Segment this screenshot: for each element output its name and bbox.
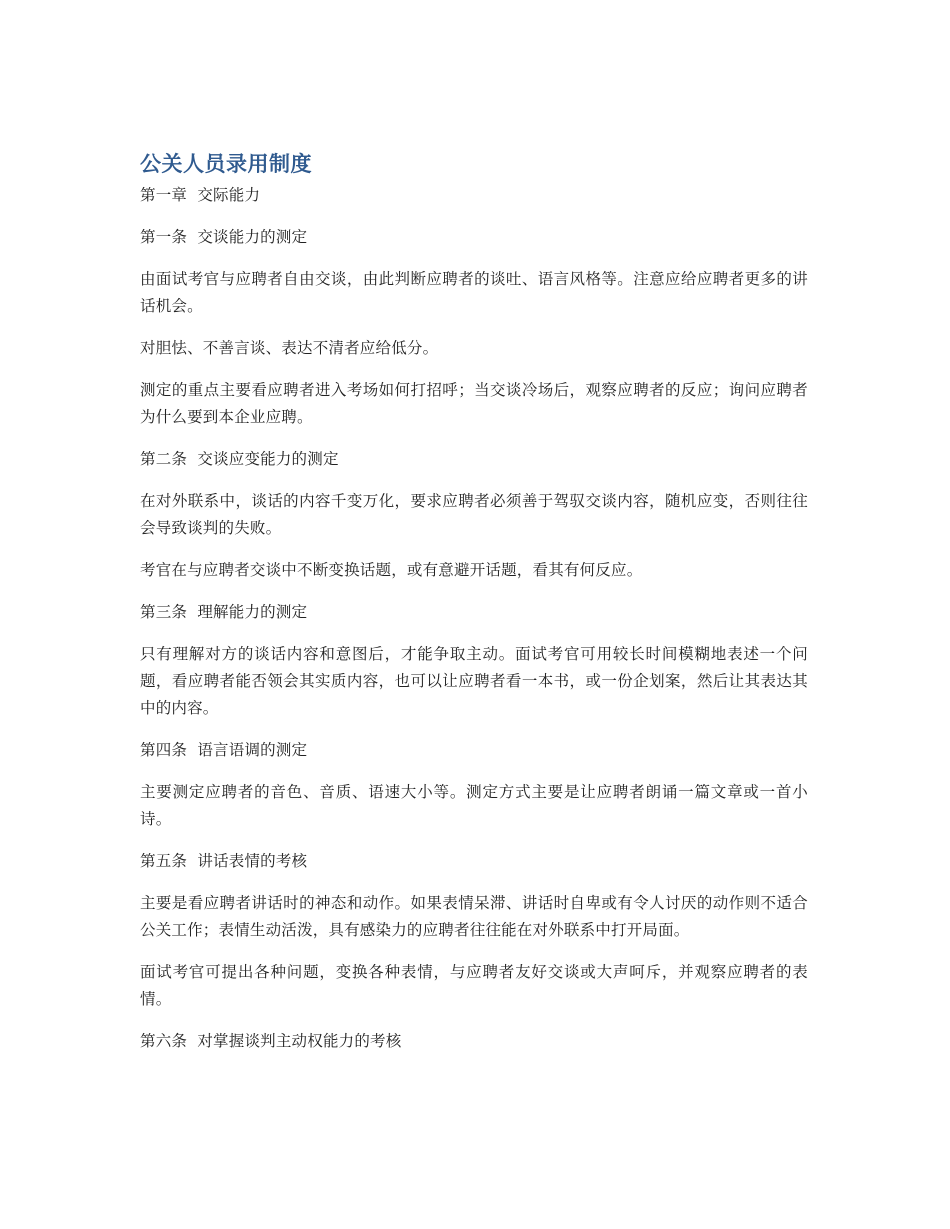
document-page bbox=[140, 148, 808, 1070]
article-heading: 第四条 语言语调的测定 bbox=[140, 741, 308, 759]
article-heading: 第三条 理解能力的测定 bbox=[140, 603, 308, 621]
paragraph: 面试考官可提出各种问题，变换各种表情，与应聘者友好交谈或大声呵斥，并观察应聘者的表情。 bbox=[140, 963, 808, 1008]
paragraph: 主要测定应聘者的音色、音质、语速大小等。测定方式主要是让应聘者朗诵一篇文章或一首小诗。 bbox=[140, 783, 808, 828]
paragraph: 对胆怯、不善言谈、表达不清者应给低分。 bbox=[140, 339, 439, 357]
paragraph: 主要是看应聘者讲话时的神态和动作。如果表情呆滞、讲话时自卑或有令人讨厌的动作则不适合公关工作；表情生动活泼，具有感染力的应聘者往往能在对外联系中打开局面。 bbox=[140, 894, 808, 939]
paragraph: 考官在与应聘者交谈中不断变换话题，或有意避开话题，看其有何反应。 bbox=[140, 561, 643, 579]
article-heading: 第二条 交谈应变能力的测定 bbox=[140, 450, 339, 468]
paragraph: 只有理解对方的谈话内容和意图后，才能争取主动。面试考官可用较长时间模糊地表述一个问题，看应聘者能否领会其实质内容，也可以让应聘者看一本书，或一份企划案，然后让其表达其中的内容。 bbox=[140, 645, 808, 717]
article-heading: 第一条 交谈能力的测定 bbox=[140, 228, 308, 246]
article-heading: 第五条 讲话表情的考核 bbox=[140, 852, 308, 870]
chapter-heading: 第一章 交际能力 bbox=[140, 186, 261, 204]
paragraph: 测定的重点主要看应聘者进入考场如何打招呼；当交谈冷场后，观察应聘者的反应；询问应聘者为什么要到本企业应聘。 bbox=[140, 381, 808, 426]
document-title: 公关人员录用制度 bbox=[140, 152, 312, 176]
paragraph: 在对外联系中，谈话的内容千变万化，要求应聘者必须善于驾驭交谈内容，随机应变，否则往往会导致谈判的失败。 bbox=[140, 492, 808, 537]
article-heading: 第六条 对掌握谈判主动权能力的考核 bbox=[140, 1032, 402, 1050]
paragraph: 由面试考官与应聘者自由交谈，由此判断应聘者的谈吐、语言风格等。注意应给应聘者更多的讲话机会。 bbox=[140, 270, 808, 315]
